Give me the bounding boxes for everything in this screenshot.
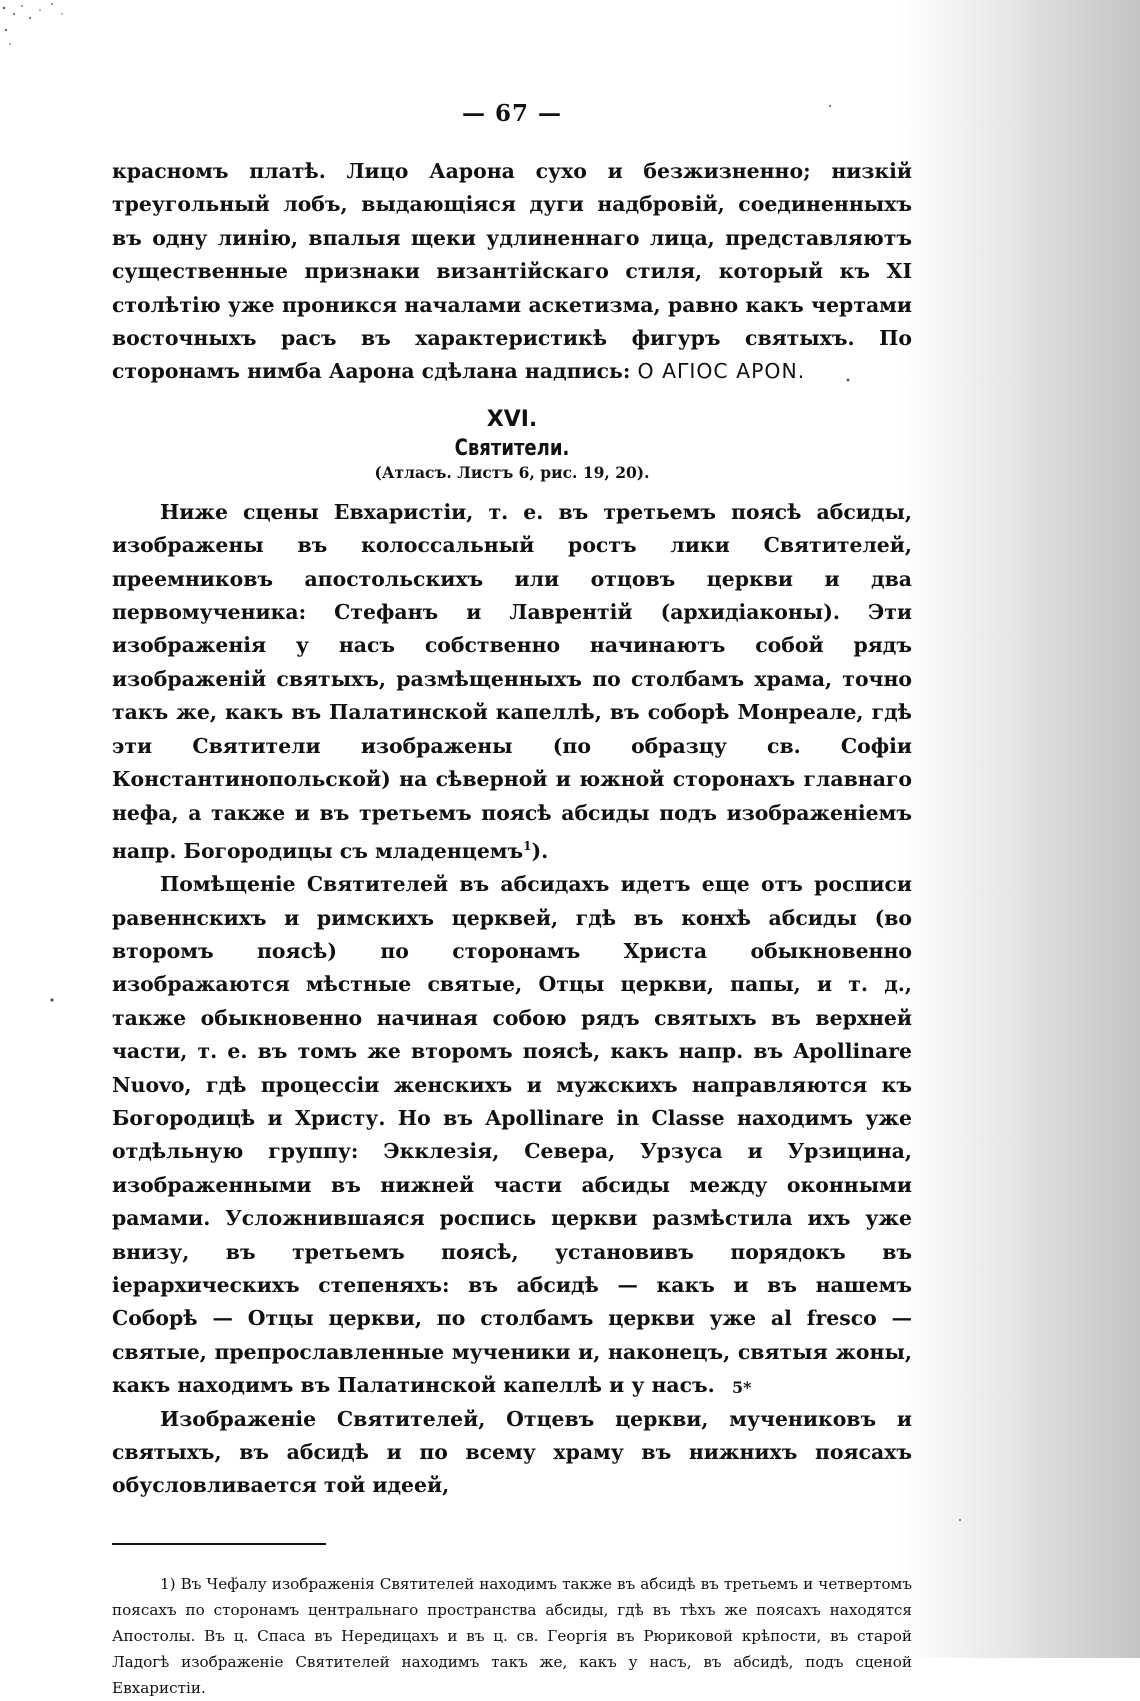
section-numeral: XVI.: [486, 406, 538, 432]
page-content: [112, 100, 912, 1701]
paragraph-2: [112, 496, 912, 868]
paragraph-2-end: ).: [531, 838, 549, 863]
paragraph-2-text: Ниже сцены Евхаристіи, т. е. въ третьемъ поясѣ абсиды, изображены въ колоссальный ростъ лики Святителей, преемниковъ апостольскихъ или отцовъ церкви и два первомученика: Стефанъ и Лаврентій (архидіаконы). Эти изображенія у насъ собственно начинаютъ собой рядъ изображеній святыхъ, размѣщенныхъ по столбамъ храма, точно такъ же, какъ въ Палатинской капеллѣ, въ соборѣ Монреале, гдѣ эти Святители изображены (по образцу св. Софіи Константинопольской) на сѣверной и южной сторонахъ главнаго нефа, а также и въ третьемъ поясѣ абсиды подъ изображеніемъ напр. Богородицы съ младенцемъ: [112, 499, 912, 863]
section-reference: (Атласъ. Листъ 6, рис. 19, 20).: [374, 462, 650, 482]
footnote-divider: [112, 1543, 326, 1545]
body-text: [112, 155, 912, 389]
footnote-text: 1) Въ Чефалу изображенія Святителей находимъ также въ абсидѣ въ третьемъ и четвертомъ поясахъ по сторонамъ центральнаго пространства абсиды, гдѣ въ тѣхъ же поясахъ находятся Апостолы. Въ ц. Спаса въ Нередицахъ и въ ц. св. Георгія въ Рюриковой крѣпости, въ старой Ладогѣ изображеніе Святителей находимъ такъ же, какъ у насъ, въ абсидѣ, подъ сценой Евхаристіи.: [112, 1574, 912, 1697]
signature-mark: 5*: [732, 1378, 752, 1397]
paragraph-1: [112, 155, 912, 389]
footnote-marker: 1: [523, 838, 532, 853]
paragraph-1-text: красномъ платѣ. Лицо Аарона сухо и безжизненно; низкій треугольный лобъ, выдающіяся дуги надбровій, соединенныхъ въ одну линію, впалыя щеки удлиненнаго лица, представляютъ существенные признаки византійскаго стиля, который къ XI столѣтію уже проникся началами аскетизма, равно какъ чертами восточныхъ расъ въ характеристикѣ фигуръ святыхъ. По сторонамъ нимба Аарона сдѣлана надпись:: [112, 159, 912, 384]
paragraph-3: Помѣщеніе Святителей въ абсидахъ идетъ еще отъ росписи равеннскихъ и римскихъ церквей, гдѣ въ конхѣ абсиды (во второмъ поясѣ) по сторонамъ Христа обыкновенно изображаются мѣстные святые, Отцы церкви, папы, и т. д., также обыкновенно начиная собою рядъ святыхъ въ верхней части, т. е. въ томъ же второмъ поясѣ, какъ напр. въ Apollinare Nuovo, гдѣ процессіи женскихъ и мужскихъ направляются къ Богородицѣ и Христу. Но въ Apollinare in Classe находимъ уже отдѣльную группу: Экклезія, Севера, Урзуса и Урзицина, изображенными въ нижней части абсиды между оконными рамами. Усложнившаяся роспись церкви размѣстила ихъ уже внизу, въ третьемъ поясѣ, установивъ порядокъ въ іерархическихъ степеняхъ: въ абсидѣ — какъ и въ нашемъ Соборѣ — Отцы церкви, по столбамъ церкви уже al fresco — святые, препрославленные мученики и, наконецъ, святыя жоны, какъ находимъ въ Палатинской капеллѣ и у насъ.: [112, 872, 912, 1398]
footnote: [112, 1571, 912, 1701]
body-text-2: [112, 496, 912, 1503]
paragraph-4: Изображеніе Святителей, Отцевъ церкви, мучениковъ и святыхъ, въ абсидѣ и по всему храму въ нижнихъ поясахъ обусловливается той идеей,: [112, 1406, 912, 1498]
section-title: Святители.: [454, 435, 570, 461]
greek-inscription: Ο ΑΓΙΟC ΑΡΟΝ.: [637, 359, 806, 384]
page-number: — 67 —: [461, 100, 563, 127]
